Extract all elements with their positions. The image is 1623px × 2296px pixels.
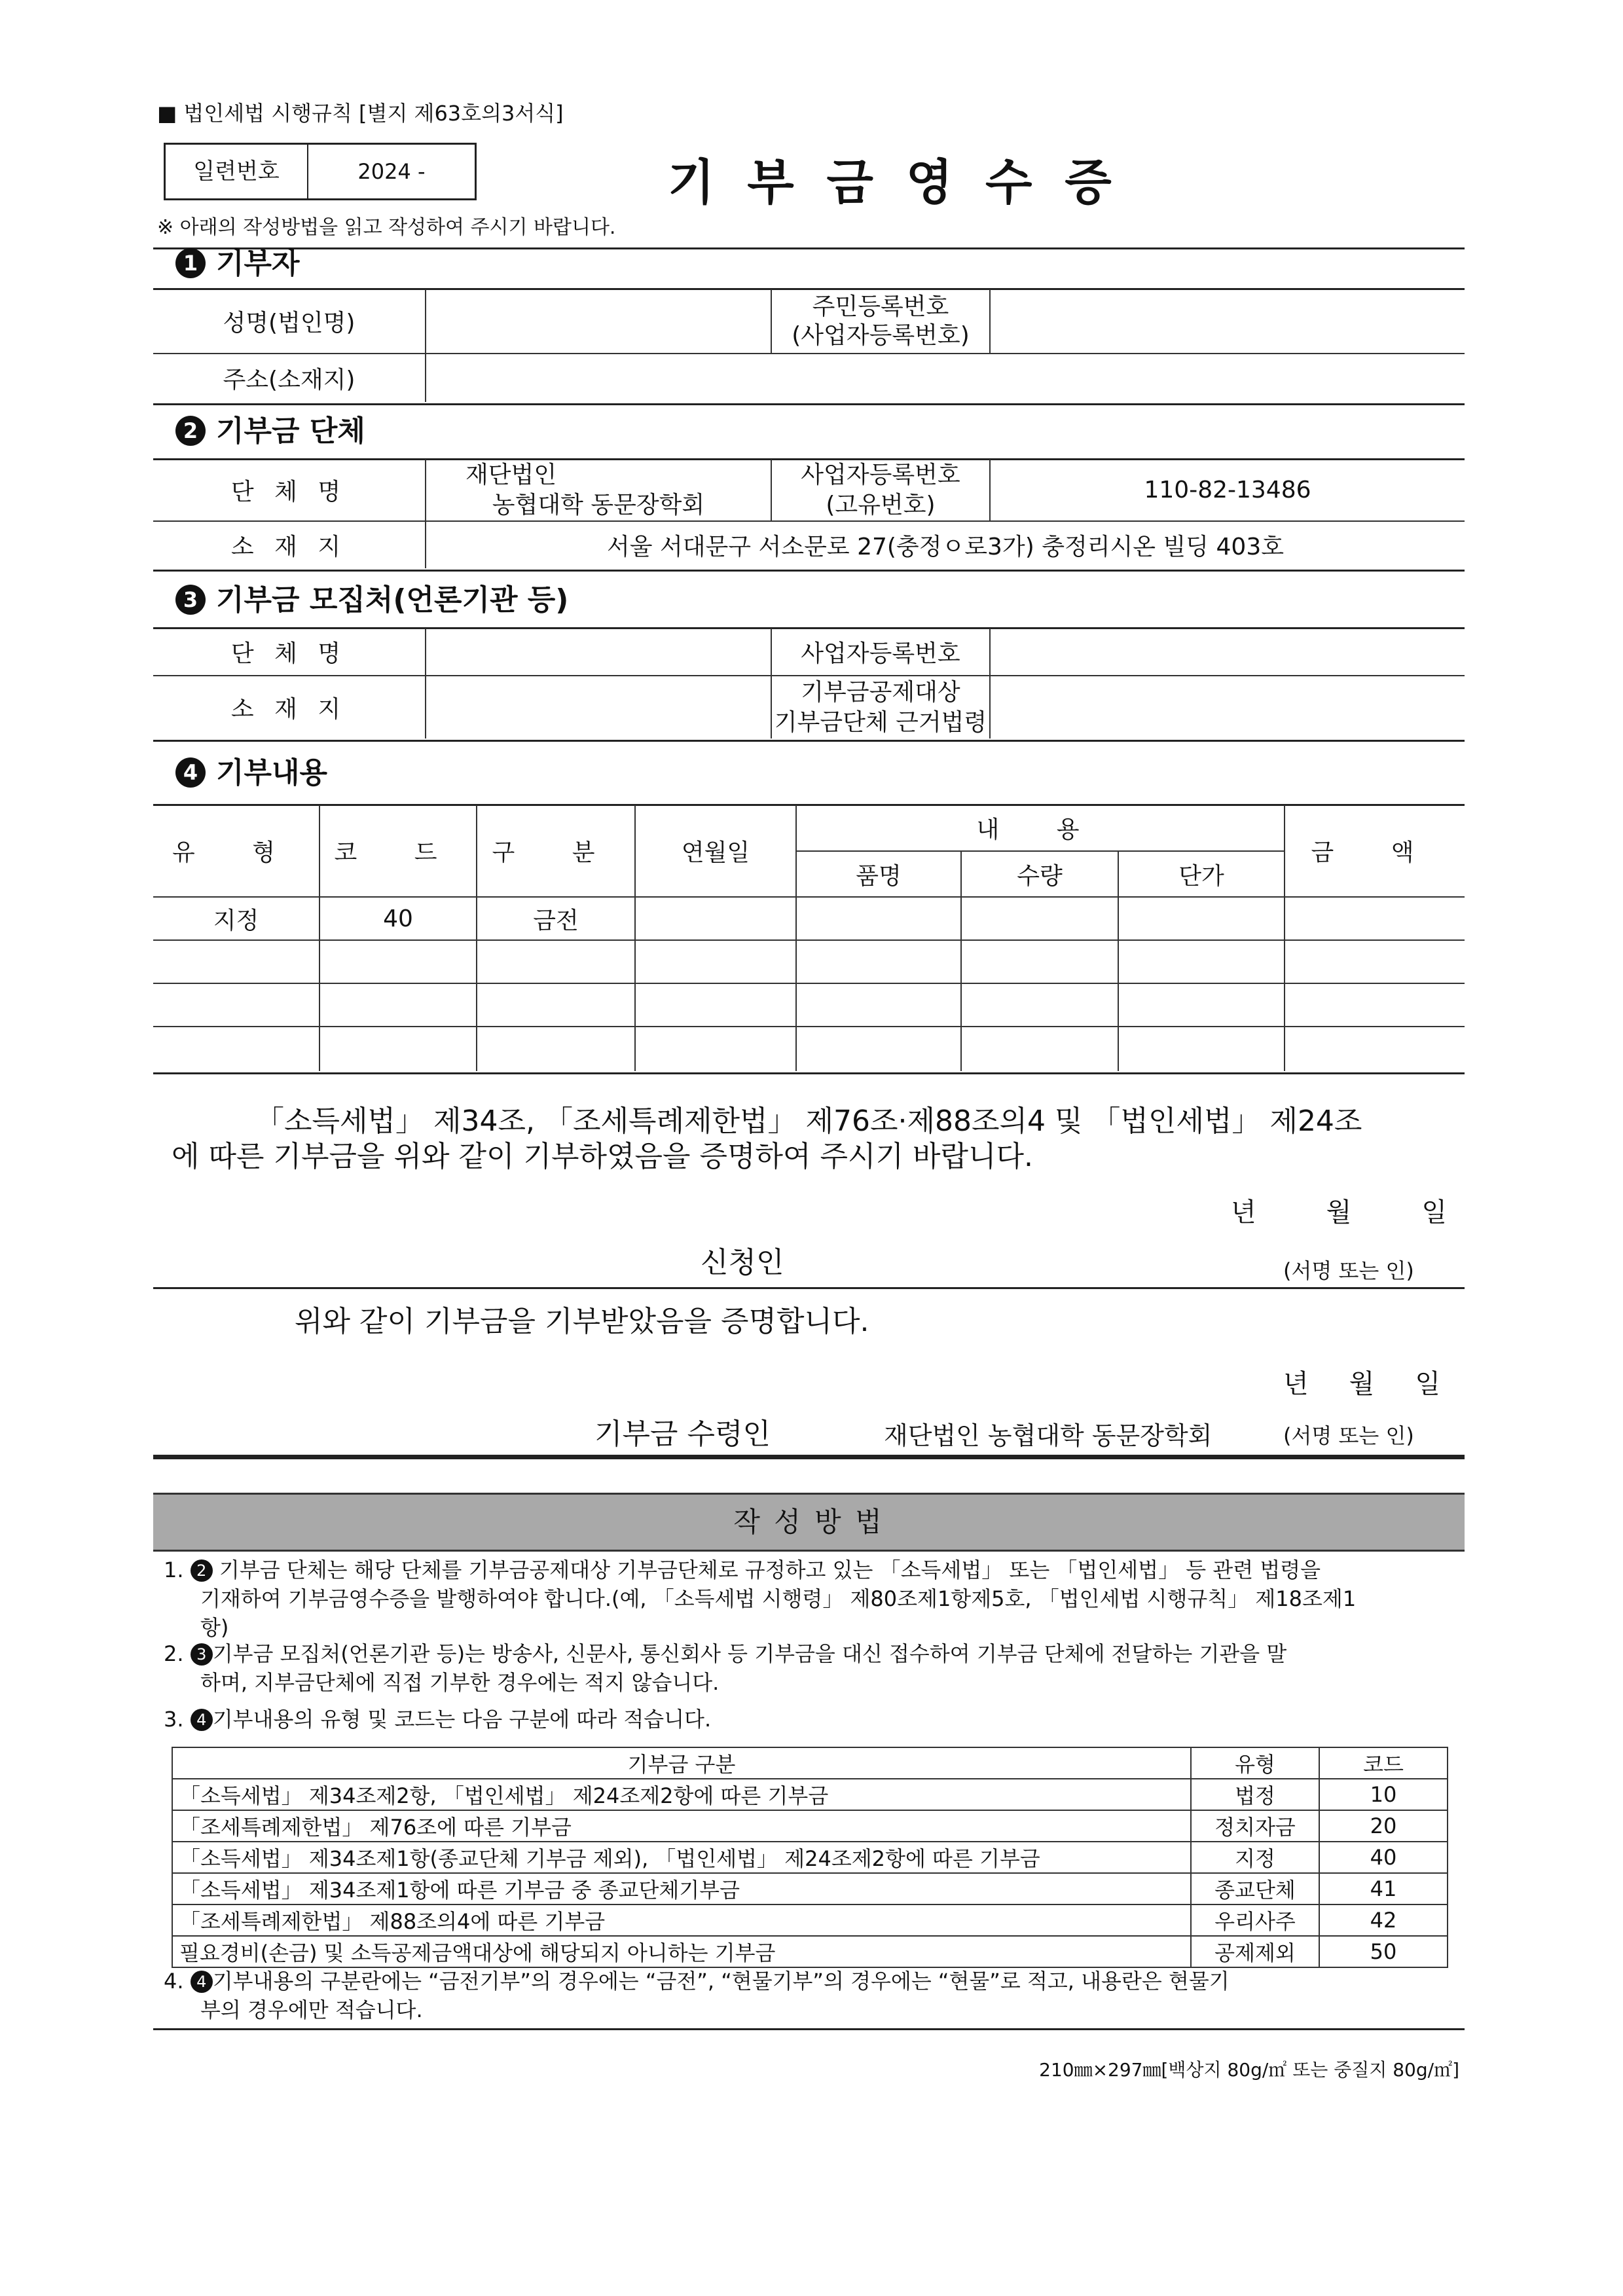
code-row-category: 필요경비(손금) 및 소득공제금액대상에 해당되지 아니하는 기부금 [172, 1936, 1191, 1967]
code-table [172, 1747, 1448, 1968]
row-date[interactable] [635, 940, 796, 983]
date-line-2 [1283, 1363, 1440, 1400]
note-2: 2. 3 기부금 모집처(언론기관 등)는 방송사, 신문사, 통신회사 등 기부금을 대신 접수하여 기부금 단체에 전달하는 기관을 말 하며, 지부금단체에 직접 기부한 경우에는 적지 않습니다. [164, 1641, 1287, 1695]
applicant-label: 신청인 [701, 1246, 784, 1279]
serial-label: 일련번호 [166, 145, 308, 198]
row-qty[interactable] [961, 897, 1118, 940]
code-header-type: 유형 [1191, 1747, 1319, 1779]
section-number-icon: 1 [175, 248, 206, 278]
row-amount[interactable] [1285, 897, 1465, 940]
document-title: 기 부 금 영 수 증 [668, 155, 1120, 211]
row-unit-price[interactable] [1118, 897, 1285, 940]
org-name-value: 재단법인 농협대학 동문장학회 [426, 460, 771, 521]
row-category[interactable] [477, 940, 635, 983]
collector-reg-field[interactable] [990, 629, 1465, 676]
table-row [153, 940, 1465, 983]
collector-name-field[interactable] [426, 629, 771, 676]
date-month: 월 [1349, 1369, 1375, 1399]
row-code[interactable]: 40 [319, 897, 477, 940]
row-category[interactable]: 금전 [477, 897, 635, 940]
row-type[interactable] [153, 983, 319, 1027]
statement-line-1: 「소득세법」 제34조, 「조세특례제한법」 제76조·제88조의4 및 「법인세법」 제24조 [255, 1104, 1362, 1138]
row-unit-price[interactable] [1118, 983, 1285, 1027]
recipient-name: 재단법인 농협대학 동문장학회 [884, 1421, 1213, 1450]
note-3: 3. 4 기부내용의 유형 및 코드는 다음 구분에 따라 적습니다. [164, 1707, 712, 1732]
row-code[interactable] [319, 983, 477, 1027]
method-header [153, 1493, 1465, 1552]
code-row-category: 「조세특례제한법」 제88조의4에 따른 기부금 [172, 1904, 1191, 1936]
code-row-type: 공제제외 [1191, 1936, 1319, 1967]
table-row [172, 1873, 1448, 1904]
row-category[interactable] [477, 1027, 635, 1071]
row-date[interactable] [635, 897, 796, 940]
date-year: 년 [1231, 1197, 1256, 1228]
code-row-type: 우리사주 [1191, 1904, 1319, 1936]
org-name-label: 단 체 명 [153, 460, 426, 521]
section-number-icon: 3 [175, 585, 206, 615]
code-row-type: 법정 [1191, 1779, 1319, 1810]
code-row-type: 종교단체 [1191, 1873, 1319, 1904]
header-category: 구 분 [477, 805, 635, 897]
collector-location-field[interactable] [426, 676, 771, 738]
donor-table [153, 289, 1465, 402]
row-item[interactable] [796, 983, 961, 1027]
code-row-code: 40 [1319, 1842, 1448, 1873]
circle-3-icon: 3 [191, 1643, 213, 1666]
row-qty[interactable] [961, 983, 1118, 1027]
date-line-1 [1231, 1192, 1447, 1229]
section-number-icon: 2 [175, 416, 206, 446]
table-row [153, 1027, 1465, 1071]
date-day: 일 [1415, 1369, 1440, 1399]
row-item[interactable] [796, 940, 961, 983]
row-qty[interactable] [961, 940, 1118, 983]
divider [153, 740, 1465, 742]
serial-value: 2024 - [357, 159, 426, 184]
circle-4-icon: 4 [191, 1971, 213, 1993]
header-amount: 금 액 [1285, 805, 1465, 897]
code-row-code: 10 [1319, 1779, 1448, 1810]
section3-title [175, 577, 568, 623]
code-row-code: 42 [1319, 1904, 1448, 1936]
divider [153, 403, 1465, 405]
table-row [172, 1779, 1448, 1810]
divider [153, 2028, 1465, 2030]
collector-law-field[interactable] [990, 676, 1465, 738]
section2-heading: 기부금 단체 [216, 414, 365, 448]
code-row-code: 50 [1319, 1936, 1448, 1967]
circle-4-icon: 4 [191, 1709, 213, 1731]
row-date[interactable] [635, 1027, 796, 1071]
section4-heading: 기부내용 [216, 756, 328, 790]
circle-2-icon: 2 [191, 1559, 213, 1582]
table-row [172, 1904, 1448, 1936]
divider [153, 1072, 1465, 1074]
serial-box [164, 143, 477, 200]
table-row [172, 1842, 1448, 1873]
header-date: 연월일 [635, 805, 796, 897]
divider [153, 1455, 1465, 1459]
code-row-category: 「조세특례제한법」 제76조에 따른 기부금 [172, 1810, 1191, 1842]
header-unit-price: 단가 [1118, 851, 1285, 897]
row-category[interactable] [477, 983, 635, 1027]
form-reference: ■ 법인세법 시행규칙 [별지 제63호의3서식] [157, 101, 564, 126]
divider [153, 247, 1465, 249]
section3-heading: 기부금 모집처(언론기관 등) [216, 583, 569, 617]
method-title: 작 성 방 법 [733, 1506, 884, 1538]
section2-title [175, 409, 365, 454]
section1-title [175, 241, 300, 287]
section-number-icon: 4 [175, 757, 206, 788]
row-amount[interactable] [1285, 983, 1465, 1027]
row-item[interactable] [796, 1027, 961, 1071]
collector-law-label: 기부금공제대상 기부금단체 근거법령 [771, 676, 990, 738]
instruction-text: ※ 아래의 작성방법을 읽고 작성하여 주시기 바랍니다. [157, 216, 616, 239]
code-row-category: 「소득세법」 제34조제1항(종교단체 기부금 제외), 「법인세법」 제24조제2항에 따른 기부금 [172, 1842, 1191, 1873]
header-qty: 수량 [961, 851, 1118, 897]
collector-location-label: 소 재 지 [153, 676, 426, 738]
row-code[interactable] [319, 940, 477, 983]
org-location-label: 소 재 지 [153, 521, 426, 568]
row-type[interactable] [153, 1027, 319, 1071]
donor-address-field[interactable] [426, 354, 1465, 402]
org-reg-label: 사업자등록번호 (고유번호) [771, 460, 990, 521]
donor-id-field[interactable] [990, 289, 1465, 354]
org-reg-value: 110-82-13486 [990, 460, 1465, 521]
collector-reg-label: 사업자등록번호 [771, 629, 990, 676]
header-code: 코 드 [319, 805, 477, 897]
recipient-label: 기부금 수령인 [594, 1417, 771, 1451]
row-amount[interactable] [1285, 1027, 1465, 1071]
table-row [153, 983, 1465, 1027]
row-item[interactable] [796, 897, 961, 940]
code-header-category: 기부금 구분 [172, 1747, 1191, 1779]
paper-spec: 210㎜×297㎜[백상지 80g/㎡ 또는 중질지 80g/㎡] [1039, 2059, 1459, 2081]
row-code[interactable] [319, 1027, 477, 1071]
date-year: 년 [1283, 1369, 1309, 1399]
organization-table [153, 460, 1465, 568]
row-unit-price[interactable] [1118, 940, 1285, 983]
donor-address-label: 주소(소재지) [153, 354, 426, 402]
donor-id-label: 주민등록번호 (사업자등록번호) [771, 289, 990, 354]
row-unit-price[interactable] [1118, 1027, 1285, 1071]
code-row-code: 41 [1319, 1873, 1448, 1904]
table-row [172, 1936, 1448, 1967]
donor-name-field[interactable] [426, 289, 771, 354]
row-date[interactable] [635, 983, 796, 1027]
code-row-category: 「소득세법」 제34조제1항에 따른 기부금 중 종교단체기부금 [172, 1873, 1191, 1904]
header-content: 내 용 [796, 805, 1285, 851]
donation-table [153, 805, 1465, 1071]
code-row-type: 정치자금 [1191, 1810, 1319, 1842]
note-1: 1. 2 기부금 단체는 해당 단체를 기부금공제대상 기부금단체로 규정하고 있는 「소득세법」 또는 「법인세법」 등 관련 법령을 기재하여 기부금영수증을 발행하여야 합니다.(예, 「소득세법 시행령」 제80조제1항제5호, 「법인세법 시행규칙」 제18조제1 항) [164, 1558, 1357, 1640]
header-type: 유 형 [153, 805, 319, 897]
code-header-code: 코드 [1319, 1747, 1448, 1779]
row-amount[interactable] [1285, 940, 1465, 983]
header-item: 품명 [796, 851, 961, 897]
applicant-sign[interactable]: (서명 또는 인) [1283, 1258, 1414, 1283]
table-row [172, 1810, 1448, 1842]
row-type[interactable]: 지정 [153, 897, 319, 940]
table-row [153, 897, 1465, 940]
code-row-type: 지정 [1191, 1842, 1319, 1873]
statement-line-2: 에 따른 기부금을 위와 같이 기부하였음을 증명하여 주시기 바랍니다. [172, 1140, 1033, 1173]
divider [153, 1287, 1465, 1289]
divider [153, 570, 1465, 572]
row-type[interactable] [153, 940, 319, 983]
note-4: 4. 4 기부내용의 구분란에는 “금전기부”의 경우에는 “금전”, “현물기부”의 경우에는 “현물”로 적고, 내용란은 현물기 부의 경우에만 적습니다. [164, 1969, 1230, 2022]
code-row-category: 「소득세법」 제34조제2항, 「법인세법」 제24조제2항에 따른 기부금 [172, 1779, 1191, 1810]
recipient-sign[interactable]: (서명 또는 인) [1283, 1423, 1414, 1448]
section4-title [175, 750, 327, 796]
code-row-code: 20 [1319, 1810, 1448, 1842]
donor-name-label: 성명(법인명) [153, 289, 426, 354]
row-qty[interactable] [961, 1027, 1118, 1071]
collector-table [153, 629, 1465, 738]
date-day: 일 [1421, 1197, 1447, 1228]
confirm-statement: 위와 같이 기부금을 기부받았음을 증명합니다. [295, 1305, 869, 1338]
section1-heading: 기부자 [216, 247, 300, 280]
org-location-value: 서울 서대문구 서소문로 27(충정ㅇ로3가) 충정리시온 빌딩 403호 [426, 521, 1465, 568]
collector-name-label: 단 체 명 [153, 629, 426, 676]
date-month: 월 [1326, 1197, 1352, 1228]
